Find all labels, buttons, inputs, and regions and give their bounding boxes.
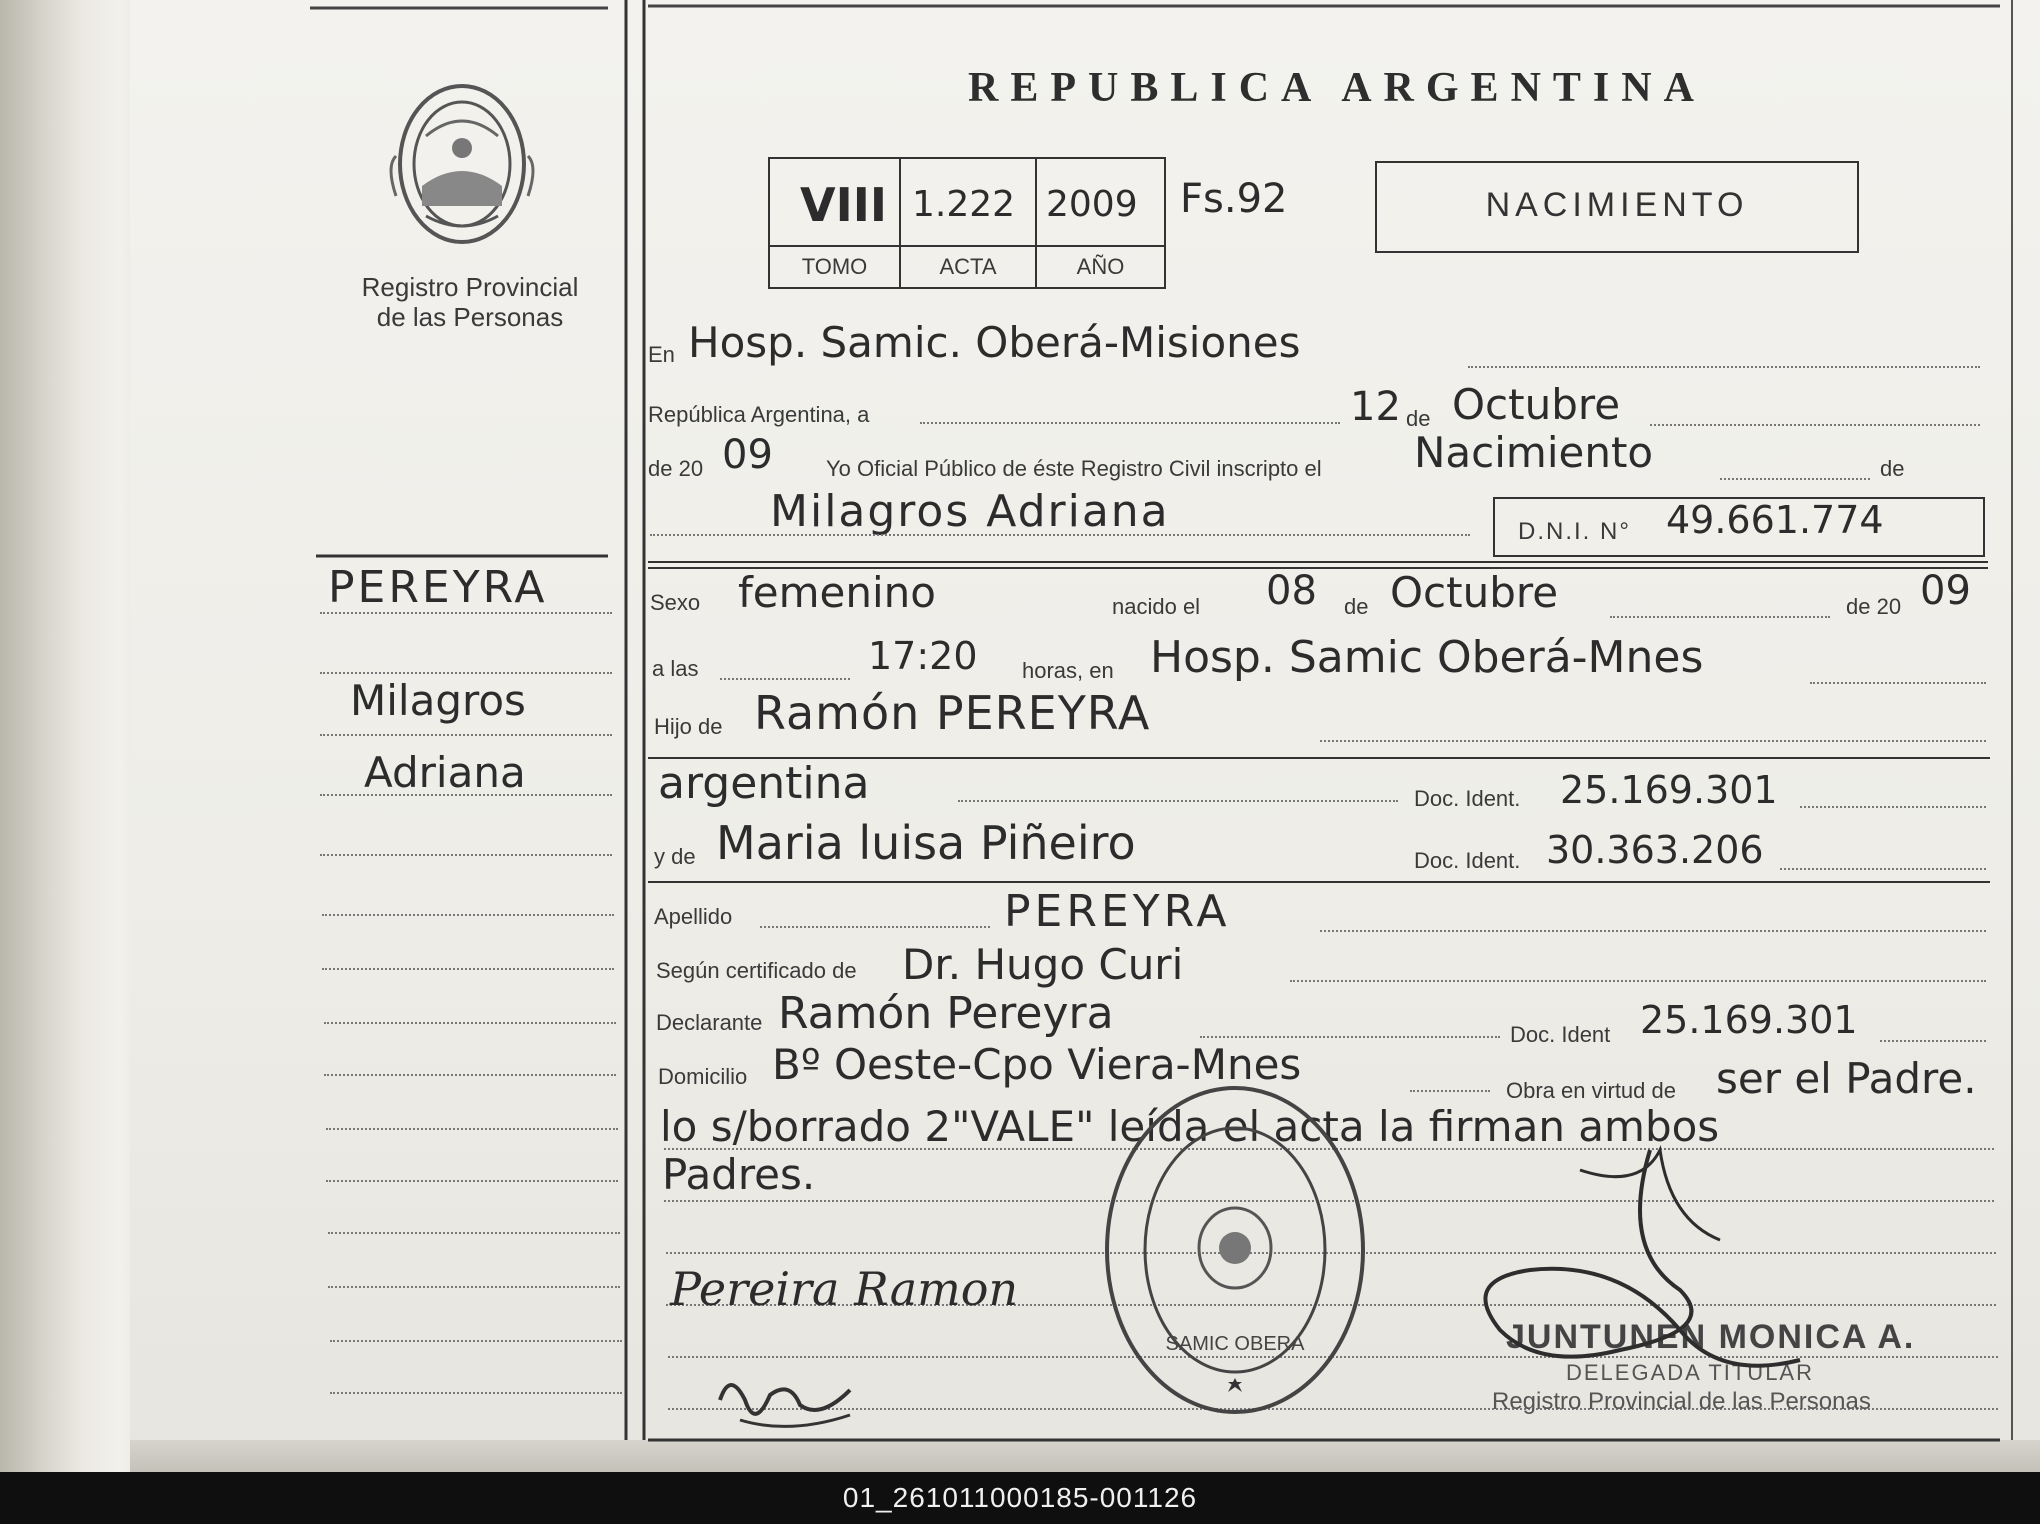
label-obra: Obra en virtud de — [1506, 1078, 1676, 1103]
label-de-2: de — [1880, 456, 1905, 481]
margin-line — [330, 1392, 622, 1394]
registrar-title: DELEGADA TITULAR — [1566, 1360, 1814, 1385]
margin-line — [326, 1128, 618, 1130]
field-line — [760, 926, 990, 928]
field-line — [1650, 424, 1980, 426]
footer-bar — [0, 1472, 2040, 1524]
declarant-value: Ramón Pereyra — [778, 988, 1114, 1039]
margin-line — [320, 794, 612, 796]
birth-place-value: Hosp. Samic Oberá-Mnes — [1150, 632, 1704, 683]
month-value: Octubre — [1452, 380, 1621, 429]
label-a-las: a las — [652, 656, 699, 681]
surname-value: PEREYRA — [1004, 886, 1231, 937]
acta-label: ACTA — [939, 254, 997, 279]
field-line — [1880, 1040, 1986, 1042]
mother-doc-value: 30.363.206 — [1546, 828, 1764, 872]
registry-stamp-icon — [1098, 1080, 1372, 1420]
label-nacido: nacido el — [1112, 594, 1201, 619]
label-apellido: Apellido — [654, 904, 733, 929]
anio-value: 2009 — [1046, 184, 1138, 225]
field-line — [1320, 740, 1986, 742]
image-id-label: 01_261011000185-001126 — [842, 1482, 1198, 1513]
birth-day-value: 08 — [1266, 568, 1317, 614]
field-line — [920, 422, 1340, 424]
anio-label: AÑO — [1076, 254, 1125, 279]
margin-line — [320, 854, 612, 856]
declarant-doc-value: 25.169.301 — [1640, 998, 1858, 1042]
label-dni: D.N.I. N° — [1518, 518, 1631, 545]
registrar-name: JUNTUNEN MONICA A. — [1506, 1318, 1916, 1356]
field-line — [1320, 930, 1986, 932]
dni-value: 49.661.774 — [1666, 498, 1884, 542]
stamp-bottom-text: SAMIC OBERA — [1165, 1333, 1305, 1355]
tomo-label: TOMO — [801, 254, 868, 279]
birth-year-value: 09 — [1920, 568, 1971, 614]
label-y-de: y de — [654, 844, 696, 869]
label-horas-en: horas, en — [1022, 658, 1114, 683]
registrar-office: Registro Provincial de las Personas — [1492, 1388, 1871, 1415]
label-republica: República Argentina, a — [648, 402, 870, 427]
place-value: Hosp. Samic. Oberá-Misiones — [688, 318, 1301, 367]
field-line — [720, 678, 850, 680]
margin-given-name-2: Adriana — [364, 748, 526, 797]
margin-line — [328, 1232, 620, 1234]
margin-line — [328, 1286, 620, 1288]
margin-line — [324, 1022, 616, 1024]
margin-line — [320, 612, 612, 614]
official-signature-icon — [700, 1360, 880, 1440]
country-title: REPUBLICA ARGENTINA — [968, 65, 1706, 111]
label-oficial: Yo Oficial Público de éste Registro Civil inscripto el — [826, 456, 1322, 481]
field-line — [1468, 366, 1980, 368]
misiones-coat-of-arms-icon — [386, 76, 538, 254]
registry-title-line2: de las Personas — [376, 302, 564, 332]
field-line — [1200, 1036, 1500, 1038]
field-line — [1290, 980, 1986, 982]
margin-given-name-1: Milagros — [350, 676, 526, 725]
margin-line — [320, 672, 612, 674]
registrar-signature-icon — [1420, 1130, 1820, 1420]
father-name-value: Ramón PEREYRA — [754, 686, 1151, 740]
label-de-3: de — [1344, 594, 1369, 619]
label-doc-ident-3: Doc. Ident — [1510, 1022, 1611, 1047]
field-line — [1720, 478, 1870, 480]
father-doc-value: 25.169.301 — [1560, 768, 1778, 812]
birth-month-value: Octubre — [1390, 568, 1559, 617]
margin-line — [324, 1074, 616, 1076]
label-de-20: de 20 — [648, 456, 704, 481]
note-line-1: lo s/borrado 2"VALE" leída el acta la firman ambos — [660, 1102, 1720, 1151]
label-doc-ident: Doc. Ident. — [1414, 786, 1521, 811]
doctor-value: Dr. Hugo Curi — [902, 940, 1184, 989]
margin-line — [330, 1340, 622, 1342]
field-line — [958, 800, 1398, 802]
field-line — [1810, 682, 1986, 684]
full-name-value: Milagros Adriana — [770, 486, 1170, 537]
label-sexo: Sexo — [650, 590, 701, 615]
label-doc-ident-2: Doc. Ident. — [1414, 848, 1521, 873]
field-line — [1800, 806, 1986, 808]
mother-name-value: Maria luisa Piñeiro — [716, 816, 1136, 870]
label-de: de — [1406, 406, 1431, 431]
label-domicilio: Domicilio — [658, 1064, 748, 1089]
tomo-value: VIII — [800, 178, 887, 232]
field-line — [650, 534, 1470, 536]
nationality-value: argentina — [658, 758, 870, 809]
margin-line — [322, 914, 614, 916]
day-value: 12 — [1350, 384, 1401, 430]
birth-time-value: 17:20 — [868, 634, 978, 678]
margin-line — [322, 968, 614, 970]
address-value: Bº Oeste-Cpo Viera-Mnes — [772, 1040, 1302, 1089]
label-hijo: Hijo de — [654, 714, 723, 739]
note-line-2: Padres. — [662, 1150, 816, 1199]
declarant-signature: Pereira Ramon — [670, 1262, 1019, 1316]
registry-title-line1: Registro Provincial — [361, 272, 579, 302]
label-declarante: Declarante — [656, 1010, 763, 1035]
sex-value: femenino — [738, 568, 936, 617]
margin-line — [320, 734, 612, 736]
label-de-20-b: de 20 — [1846, 594, 1902, 619]
year-value: 09 — [722, 432, 773, 478]
field-line — [1410, 1090, 1490, 1092]
field-line — [1780, 868, 1986, 870]
field-line — [1610, 616, 1830, 618]
acta-value: 1.222 — [912, 184, 1016, 225]
label-segun: Según certificado de — [656, 958, 857, 983]
act-type-label: NACIMIENTO — [1485, 186, 1749, 224]
reason-value: ser el Padre. — [1716, 1054, 1977, 1103]
inscription-value: Nacimiento — [1414, 428, 1654, 477]
label-en: En — [648, 342, 675, 367]
margin-line — [326, 1180, 618, 1182]
margin-surname: PEREYRA — [328, 562, 548, 613]
folio-value: Fs.92 — [1180, 176, 1288, 222]
